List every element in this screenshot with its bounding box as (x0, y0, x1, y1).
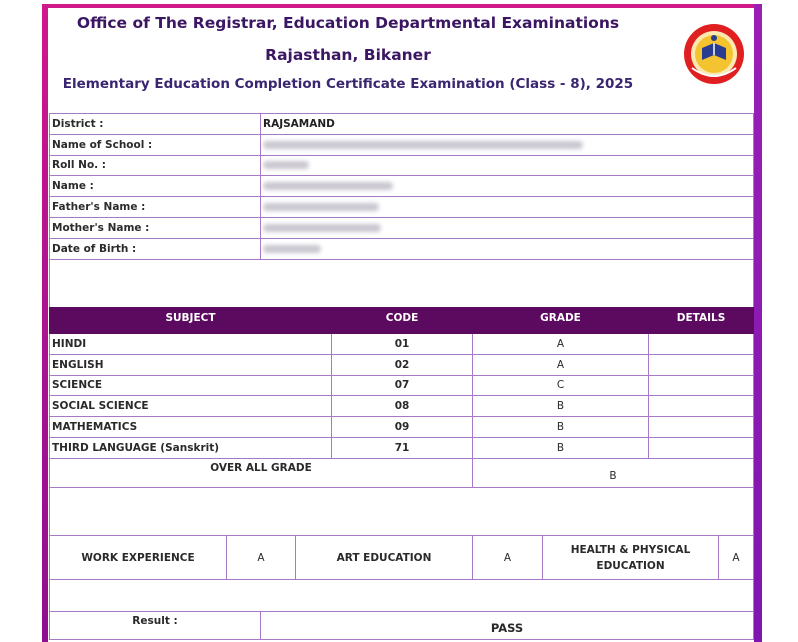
board-seal-icon (682, 22, 746, 86)
health-label-line1: HEALTH & PHYSICAL (570, 543, 691, 556)
co-scholastic-row (50, 536, 754, 580)
code-cell: 71 (332, 437, 473, 458)
code-cell: 09 (332, 417, 473, 438)
health-education-label (543, 536, 719, 580)
details-cell (649, 354, 754, 375)
info-row-district (50, 114, 754, 135)
school-label: Name of School : (50, 134, 261, 155)
overall-grade-label: OVER ALL GRADE (50, 458, 473, 487)
subject-cell: THIRD LANGUAGE (Sanskrit) (50, 437, 332, 458)
redacted-mother (263, 224, 381, 232)
spacer-box (49, 579, 754, 612)
code-cell: 07 (332, 375, 473, 396)
subject-cell: SCIENCE (50, 375, 332, 396)
co-scholastic-table (49, 535, 754, 580)
district-label: District : (50, 114, 261, 135)
details-header: DETAILS (649, 308, 754, 334)
father-value (261, 197, 754, 218)
subject-cell: MATHEMATICS (50, 417, 332, 438)
details-cell (649, 396, 754, 417)
info-row-roll (50, 155, 754, 176)
code-cell: 02 (332, 354, 473, 375)
subject-cell: ENGLISH (50, 354, 332, 375)
certificate-frame-edge (754, 4, 762, 642)
grade-cell: B (473, 396, 649, 417)
result-value: PASS (261, 612, 754, 640)
details-cell (649, 375, 754, 396)
grade-cell: A (473, 354, 649, 375)
marks-header-row (50, 308, 754, 334)
result-row (50, 612, 754, 640)
redacted-name (263, 182, 393, 190)
info-row-dob (50, 238, 754, 259)
grade-cell: B (473, 437, 649, 458)
details-cell (649, 437, 754, 458)
roll-label: Roll No. : (50, 155, 261, 176)
grade-header: GRADE (473, 308, 649, 334)
grade-cell: B (473, 417, 649, 438)
mother-value (261, 217, 754, 238)
district-value: RAJSAMAND (261, 114, 754, 135)
details-cell (649, 334, 754, 355)
office-title: Office of The Registrar, Education Departmental Examinations (76, 14, 620, 32)
name-label: Name : (50, 176, 261, 197)
redacted-roll (263, 161, 309, 169)
spacer-box (49, 259, 754, 308)
table-row (50, 396, 754, 417)
table-row (50, 354, 754, 375)
name-value (261, 176, 754, 197)
health-label-line2: EDUCATION (596, 559, 665, 572)
school-value (261, 134, 754, 155)
father-label: Father's Name : (50, 197, 261, 218)
roll-value (261, 155, 754, 176)
grade-cell: C (473, 375, 649, 396)
subject-cell: SOCIAL SCIENCE (50, 396, 332, 417)
code-header: CODE (332, 308, 473, 334)
work-experience-label: WORK EXPERIENCE (50, 536, 227, 580)
art-education-grade: A (473, 536, 543, 580)
result-table (49, 611, 754, 640)
table-row (50, 417, 754, 438)
spacer-box (49, 488, 754, 536)
exam-title: Elementary Education Completion Certificate Examination (Class - 8), 2025 (62, 76, 634, 92)
redacted-school (263, 141, 583, 149)
result-label: Result : (50, 612, 261, 640)
dob-label: Date of Birth : (50, 238, 261, 259)
art-education-label: ART EDUCATION (296, 536, 473, 580)
redacted-dob (263, 245, 321, 253)
code-cell: 08 (332, 396, 473, 417)
work-experience-grade: A (227, 536, 296, 580)
details-cell (649, 417, 754, 438)
overall-grade-value: B (473, 458, 754, 487)
table-row (50, 437, 754, 458)
info-row-father (50, 197, 754, 218)
mother-label: Mother's Name : (50, 217, 261, 238)
table-row (50, 375, 754, 396)
info-row-school (50, 134, 754, 155)
redacted-father (263, 203, 379, 211)
info-row-name (50, 176, 754, 197)
subject-cell: HINDI (50, 334, 332, 355)
student-info-table (49, 113, 754, 260)
subject-header: SUBJECT (50, 308, 332, 334)
info-row-mother (50, 217, 754, 238)
overall-grade-row (50, 458, 754, 487)
health-education-grade: A (719, 536, 754, 580)
code-cell: 01 (332, 334, 473, 355)
place-title: Rajasthan, Bikaner (265, 46, 431, 64)
marks-table (49, 307, 754, 488)
table-row (50, 334, 754, 355)
dob-value (261, 238, 754, 259)
grade-cell: A (473, 334, 649, 355)
